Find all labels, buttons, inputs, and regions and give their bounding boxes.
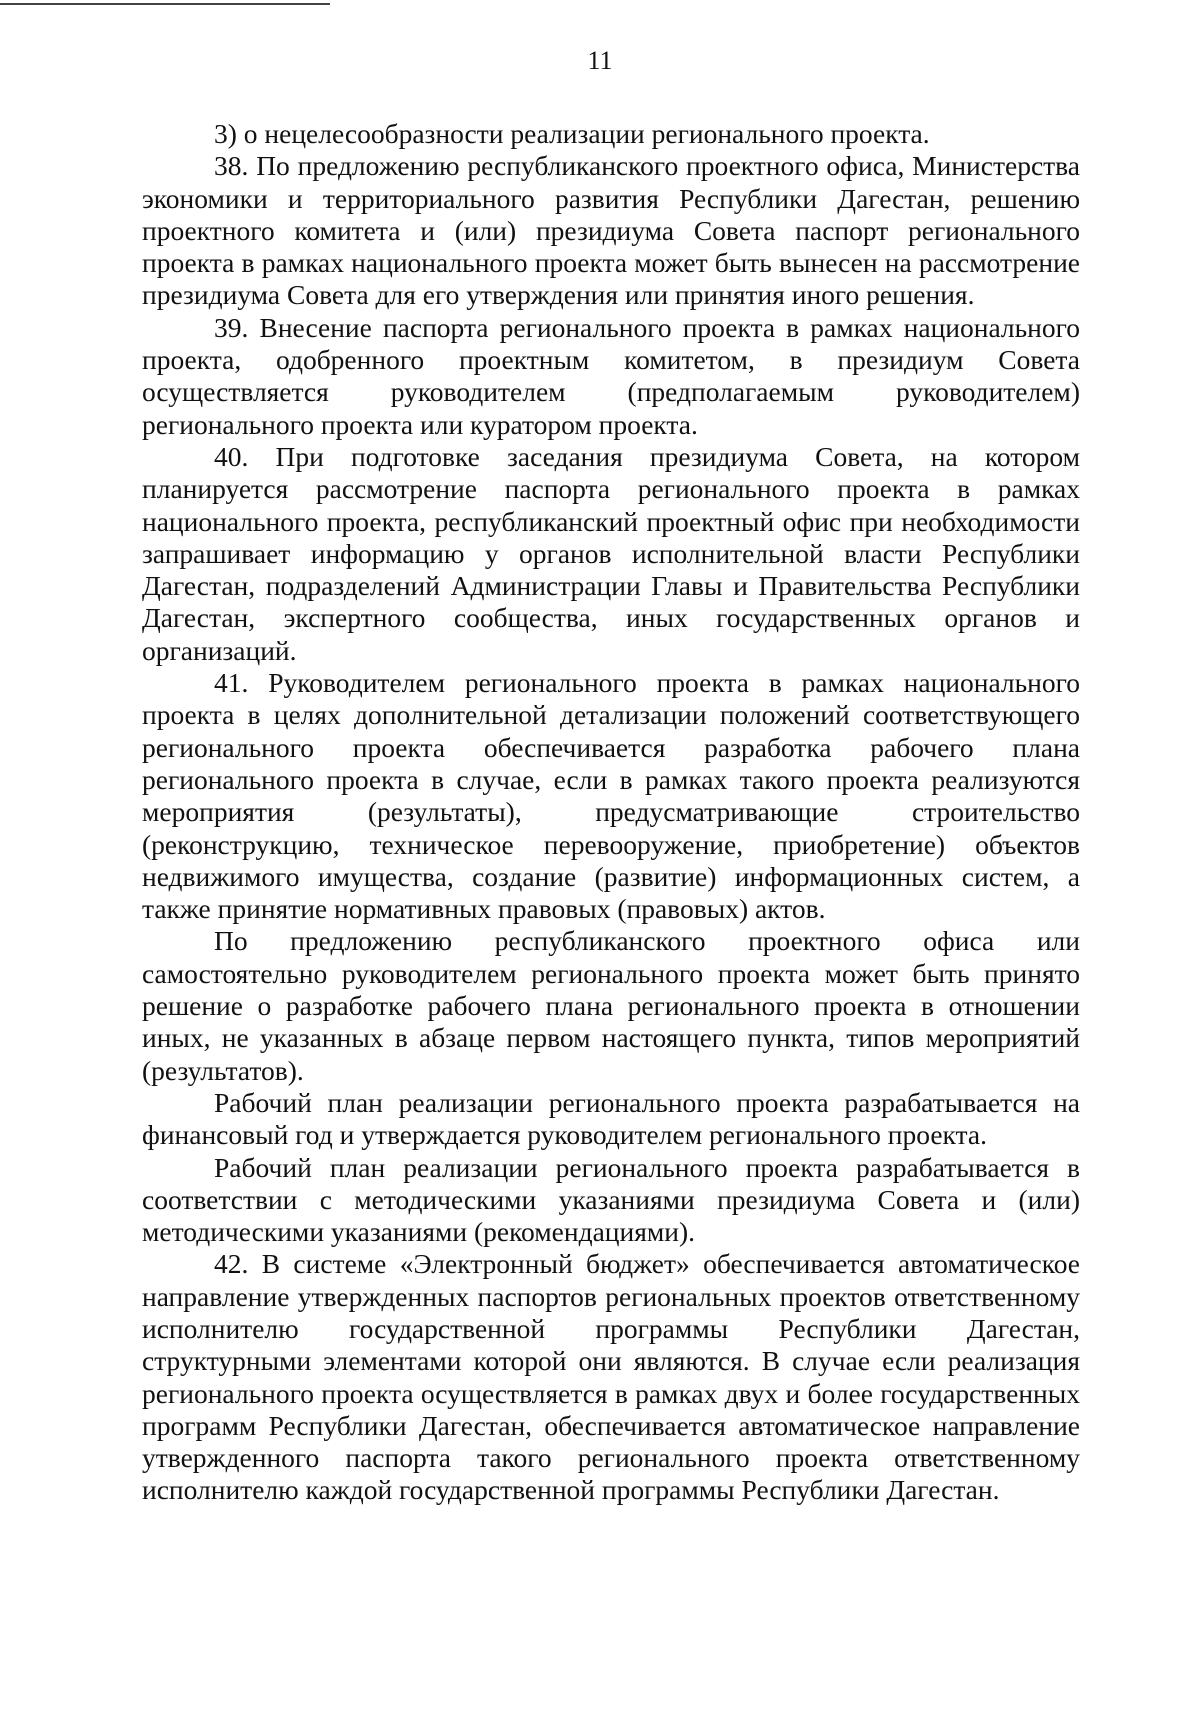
scan-border-line [0, 3, 330, 5]
paragraph-39: 39. Внесение паспорта регионального проекта в рамках национального проекта, одобренного проектным комитетом, в президиум Совета осуществляется руководителем (предполагаемым руководителем) регионального проекта или куратором проекта. [142, 311, 1080, 440]
page-number: 11 [587, 46, 613, 75]
paragraph-38: 38. По предложению республиканского проектного офиса, Министерства экономики и территориального развития Республики Дагестан, решению проектного комитета и (или) президиума Совета паспорт регионального проекта в рамках национального проекта может быть вынесен на рассмотрение президиума Совета для его утверждения или принятия иного решения. [142, 150, 1080, 311]
paragraph-40: 40. При подготовке заседания президиума Совета, на котором планируется рассмотрение паспорта регионального проекта в рамках национального проекта, республиканский проектный офис при необходимости запрашивает информацию у органов исполнительной власти Республики Дагестан, подразделений Администрации Главы и Правительства Республики Дагестан, экспертного сообщества, иных государственных органов и организаций. [142, 440, 1080, 666]
paragraph-41-proposal: По предложению республиканского проектного офиса или самостоятельно руководителем регионального проекта может быть принято решение о разработке рабочего плана регионального проекта в отношении иных, не указанных в абзаце первом настоящего пункта, типов мероприятий (результатов). [142, 925, 1080, 1086]
paragraph-41-work-plan-guidelines: Рабочий план реализации регионального проекта разрабатывается в соответствии с методическими указаниями президиума Совета и (или) методическими указаниями (рекомендациями). [142, 1151, 1080, 1248]
paragraph-item-3: 3) о нецелесообразности реализации регионального проекта. [214, 118, 930, 149]
paragraph-42: 42. В системе «Электронный бюджет» обеспечивается автоматическое направление утвержденных паспортов региональных проектов ответственному исполнителю государственной программы Республики Дагестан, структурными элементами которой они являются. В случае если реализация регионального проекта осуществляется в рамках двух и более государственных программ Республики Дагестан, обеспечивается автоматическое направление утвержденного паспорта такого регионального проекта ответственному исполнителю каждой государственной программы Республики Дагестан. [142, 1248, 1080, 1506]
document-body [142, 118, 1080, 1507]
paragraph-41-work-plan-term: Рабочий план реализации регионального проекта разрабатывается на финансовый год и утверждается руководителем регионального проекта. [142, 1086, 1080, 1151]
paragraph-41: 41. Руководителем регионального проекта в рамках национального проекта в целях дополнительной детализации положений соответствующего регионального проекта обеспечивается разработка рабочего плана регионального проекта в случае, если в рамках такого проекта реализуются мероприятия (результаты), предусматривающие строительство (реконструкцию, техническое перевооружение, приобретение) объектов недвижимого имущества, создание (развитие) информационных систем, а также принятие нормативных правовых (правовых) актов. [142, 667, 1080, 925]
